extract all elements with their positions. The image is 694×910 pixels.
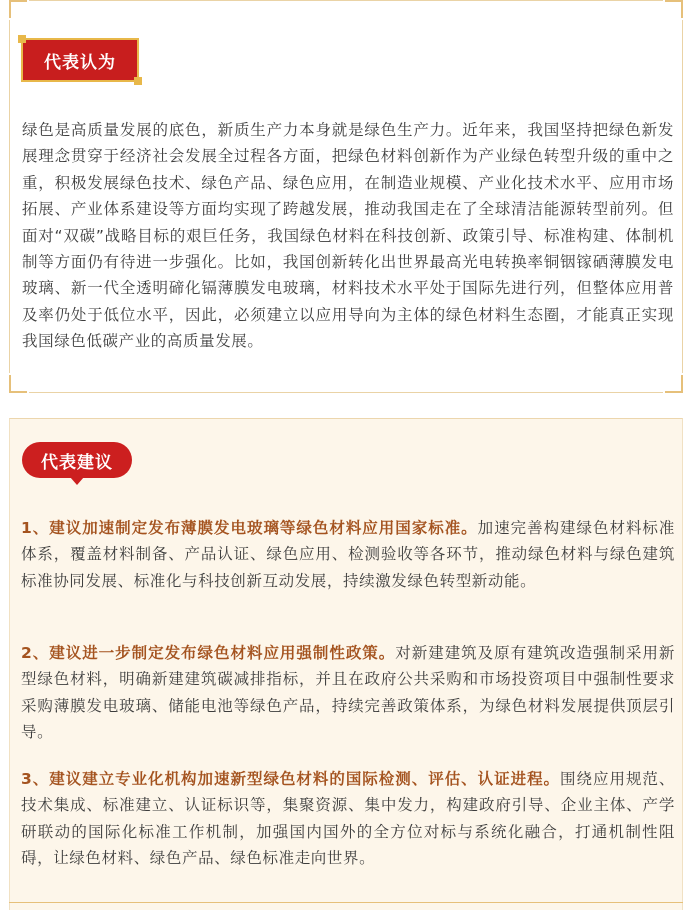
suggestion-heading: 1、建议加速制定发布薄膜发电玻璃等绿色材料应用国家标准。 (21, 519, 478, 537)
section-badge-opinion (21, 38, 139, 82)
divider (9, 902, 683, 903)
suggestion-item (21, 640, 675, 746)
section-badge-suggestion (22, 442, 132, 478)
corner-ornament (9, 0, 27, 18)
speech-bubble-tail (70, 477, 84, 485)
suggestion-item (21, 766, 675, 872)
suggestion-heading: 3、建议建立专业化机构加速新型绿色材料的国际检测、评估、认证进程。 (21, 770, 561, 788)
corner-ornament (665, 375, 683, 393)
card-border-left (9, 20, 10, 373)
corner-ornament (665, 0, 683, 18)
suggestion-body: 对新建建筑及原有建筑改造强制采用新型绿色材料，明确新建建筑碳减排指标，并且在政府公共采购和市场投资项目中强制性要求采购薄膜发电玻璃、储能电池等绿色产品，持续完善政策体系，为绿色材料发展提供顶层引导。 (21, 644, 675, 742)
card-border-bottom (29, 392, 663, 393)
suggestion-body: 加速完善构建绿色材料标准体系，覆盖材料制备、产品认证、绿色应用、检测验收等各环节，推动绿色材料与绿色建筑标准协同发展、标准化与科技创新互动发展，持续激发绿色转型新动能。 (21, 519, 676, 590)
section-badge-label: 代表认为 (44, 52, 116, 73)
section-badge-label: 代表建议 (41, 452, 113, 473)
opinion-paragraph: 绿色是高质量发展的底色，新质生产力本身就是绿色生产力。近年来，我国坚持把绿色新发展理念贯穿于经济社会发展全过程各方面，把绿色材料创新作为产业绿色转型升级的重中之重，积极发展绿色技术、绿色产品、绿色应用，在制造业规模、产业化技术水平、应用市场拓展、产业体系建设等方面均实现了跨越发展，推动我国走在了全球清洁能源转型前列。但面对“双碳”战略目标的艰巨任务，我国绿色材料在科技创新、政策引导、标准构建、体制机制等方面仍有待进一步强化。比如，我国创新转化出世界最高光电转换率铜铟镓硒薄膜发电玻璃、新一代全透明碲化镉薄膜发电玻璃，材料技术水平处于国际先进行列，但整体应用普及率仍处于低位水平，因此，必须建立以应用导向为主体的绿色材料生态圈，才能真正实现我国绿色低碳产业的高质量发展。 (22, 121, 674, 351)
suggestion-body: 围绕应用规范、技术集成、标准建立、认证标识等，集聚资源、集中发力，构建政府引导、企业主体、产学研联动的国际化标准工作机制，加强国内国外的全方位对标与系统化融合，打通机制性阻碍，让绿色材料、绿色产品、绿色标准走向世界。 (21, 770, 675, 868)
card-border-top (29, 0, 663, 1)
opinion-card (9, 0, 683, 393)
suggestion-item (21, 515, 675, 594)
suggestion-card (9, 418, 683, 910)
card-border-right (682, 20, 683, 373)
suggestion-heading: 2、建议进一步制定发布绿色材料应用强制性政策。 (21, 644, 396, 662)
corner-ornament (9, 375, 27, 393)
